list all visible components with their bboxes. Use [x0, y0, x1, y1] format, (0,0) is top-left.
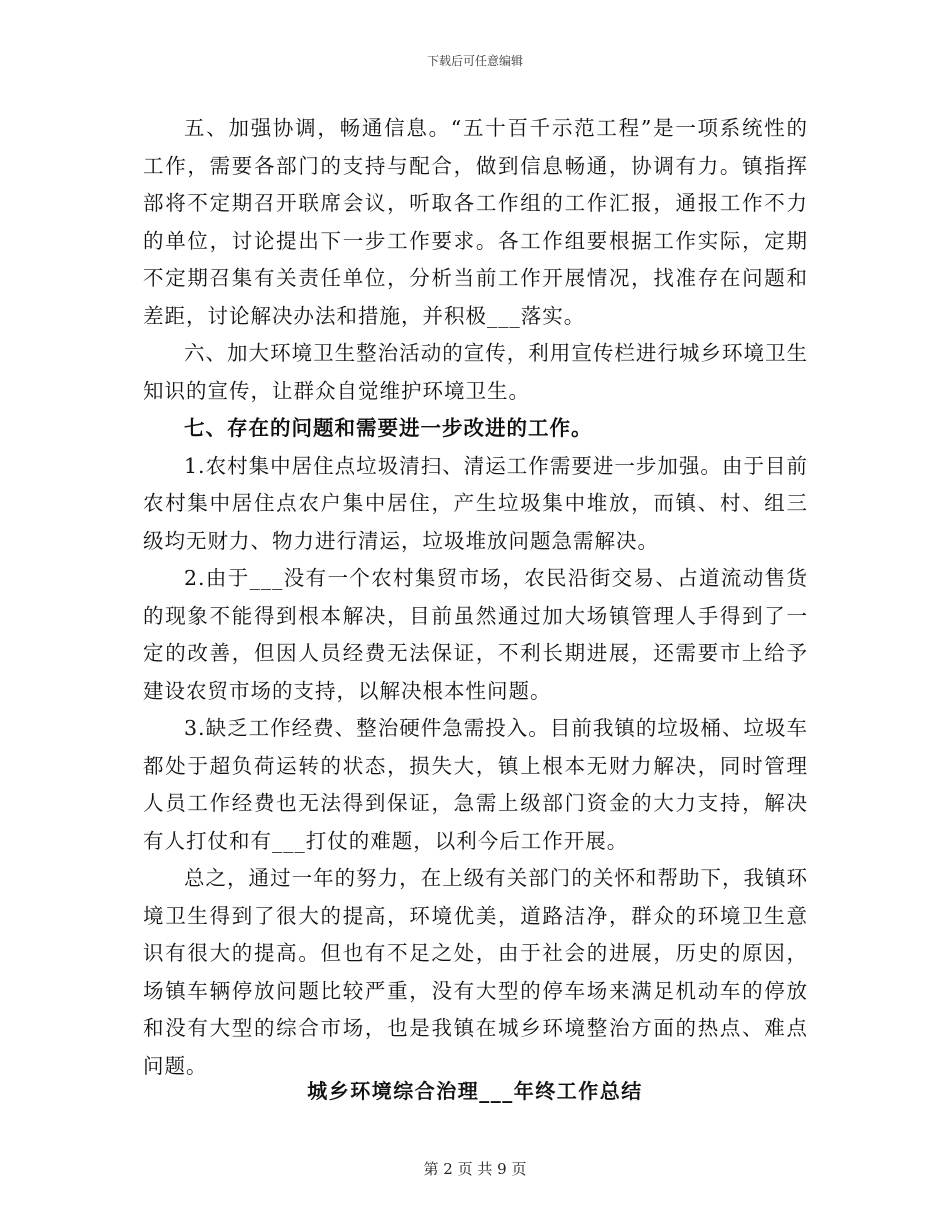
document-body — [143, 110, 808, 1085]
document-title: 城乡环境综合治理___年终工作总结 — [307, 1079, 643, 1103]
issue-item-2: 2.由于___没有一个农村集贸市场，农民沿街交易、占道流动售货的现象不能得到根本解决，目前虽然通过加大场镇管理人手得到了一定的改善，但因人员经费无法保证，不利长期进展，还需要市上给予建设农贸市场的支持，以解决根本性问题。 — [143, 566, 808, 703]
header-note: 下载后可任意编辑 — [426, 54, 523, 68]
paragraph-coordination: 五、加强协调，畅通信息。“五十百千示范工程”是一项系统性的工作，需要各部门的支持与配合，做到信息畅通，协调有力。镇指挥部将不定期召开联席会议，听取各工作组的工作汇报，通报工作不力的单位，讨论提出下一步工作要求。各工作组要根据工作实际，定期不定期召集有关责任单位，分析当前工作开展情况，找准存在问题和差距，讨论解决办法和措施，并积极___落实。 — [143, 116, 808, 328]
issue-item-3: 3.缺乏工作经费、整治硬件急需投入。目前我镇的垃圾桶、垃圾车都处于超负荷运转的状态，损失大，镇上根本无财力解决，同时管理人员工作经费也无法得到保证，急需上级部门资金的大力支持，解决有人打仗和有___打仗的难题，以利今后工作开展。 — [143, 716, 808, 853]
paragraph-publicity: 六、加大环境卫生整治活动的宣传，利用宣传栏进行城乡环境卫生知识的宣传，让群众自觉维护环境卫生。 — [143, 341, 808, 403]
page-footer: 第 2 页 共 9 页 — [423, 1160, 527, 1178]
issue-item-1: 1.农村集中居住点垃圾清扫、清运工作需要进一步加强。由于目前农村集中居住点农户集中居住，产生垃圾集中堆放，而镇、村、组三级均无财力、物力进行清运，垃圾堆放问题急需解决。 — [143, 453, 808, 553]
summary-paragraph: 总之，通过一年的努力，在上级有关部门的关怀和帮助下，我镇环境卫生得到了很大的提高，环境优美，道路洁净，群众的环境卫生意识有很大的提高。但也有不足之处，由于社会的进展，历史的原因，场镇车辆停放问题比较严重，没有大型的停车场来满足机动车的停放和没有大型的综合市场，也是我镇在城乡环境整治方面的热点、难点问题。 — [143, 866, 808, 1078]
section-heading: 七、存在的问题和需要进一步改进的工作。 — [184, 416, 593, 440]
